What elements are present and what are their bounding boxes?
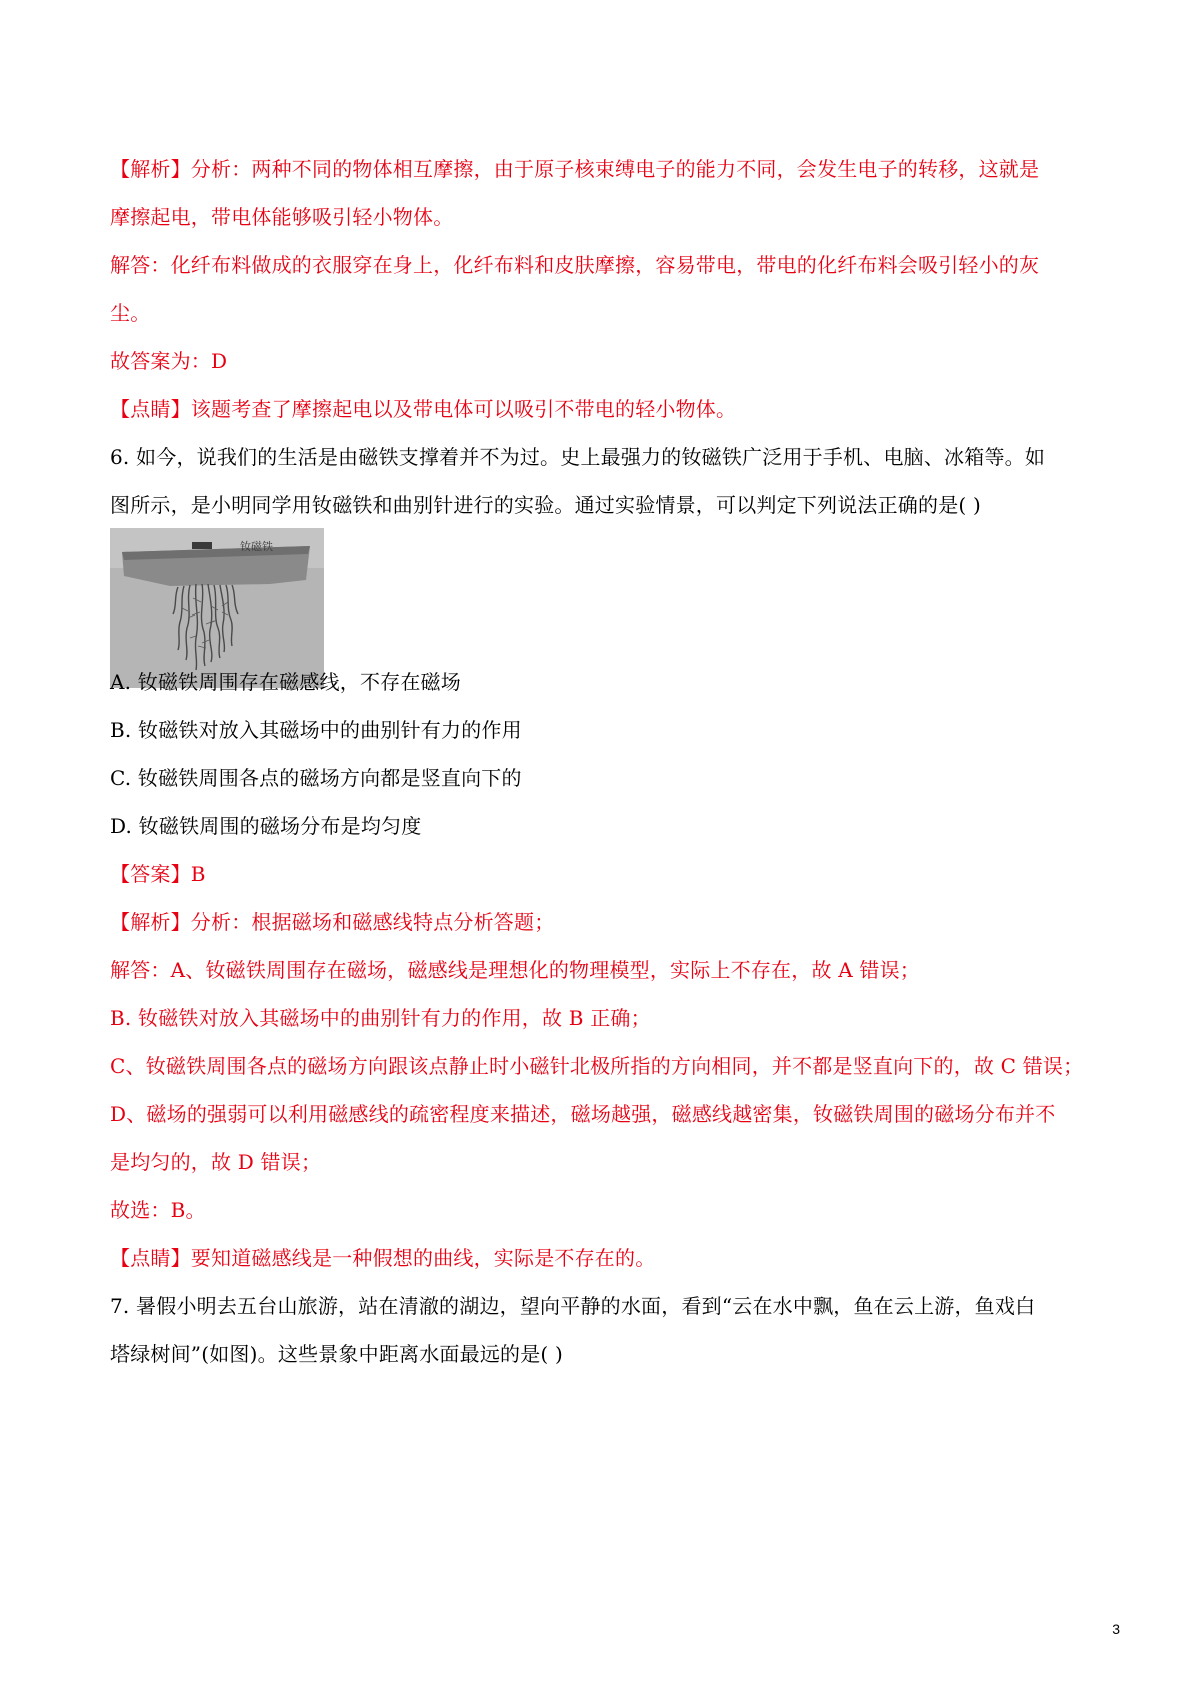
q6-comment: 【点睛】要知道磁感线是一种假想的曲线，实际是不存在的。 xyxy=(110,1246,656,1270)
q6-solution-line-5: 是均匀的，故 D 错误； xyxy=(110,1150,322,1174)
analysis-line-2: 摩擦起电，带电体能够吸引轻小物体。 xyxy=(110,205,454,229)
analysis-line-1: 【解析】分析：两种不同的物体相互摩擦，由于原子核束缚电子的能力不同，会发生电子的转移，这就是 xyxy=(110,157,1040,181)
option-a: A. 钕磁铁周围存在磁感线，不存在磁场 xyxy=(110,670,461,694)
solution-line-2: 尘。 xyxy=(110,301,151,325)
question-7-stem-line-1: 7. 暑假小明去五台山旅游，站在清澈的湖边，望向平静的水面，看到“云在水中飘，鱼在云上游，鱼戏白 xyxy=(110,1294,1036,1318)
magnet-experiment-photo xyxy=(110,528,324,688)
answer-line: 故答案为：D xyxy=(110,349,228,373)
comment-line: 【点睛】该题考查了摩擦起电以及带电体可以吸引不带电的轻小物体。 xyxy=(110,397,737,421)
figure-label: 钕磁铁 xyxy=(240,540,273,553)
question-6-stem-line-2: 图所示，是小明同学用钕磁铁和曲别针进行的实验。通过实验情景，可以判定下列说法正确的是( ) xyxy=(110,493,981,517)
q6-solution-line-4: D、磁场的强弱可以利用磁感线的疏密程度来描述，磁场越强，磁感线越密集，钕磁铁周围的磁场分布并不 xyxy=(110,1102,1056,1126)
option-b: B. 钕磁铁对放入其磁场中的曲别针有力的作用 xyxy=(110,718,522,742)
q6-choice: 故选：B。 xyxy=(110,1198,206,1222)
solution-line-1: 解答：化纤布料做成的衣服穿在身上，化纤布料和皮肤摩擦，容易带电，带电的化纤布料会吸引轻小的灰 xyxy=(110,253,1040,277)
question-7-stem-line-2: 塔绿树间”(如图)。这些景象中距离水面最远的是( ) xyxy=(110,1342,563,1366)
q6-analysis: 【解析】分析：根据磁场和磁感线特点分析答题； xyxy=(110,910,555,934)
q6-solution-line-1: 解答：A、钕磁铁周围存在磁场，磁感线是理想化的物理模型，实际上不存在，故 A 错误； xyxy=(110,958,921,982)
question-6-stem-line-1: 6. 如今，说我们的生活是由磁铁支撑着并不为过。史上最强力的钕磁铁广泛用于手机、电脑、冰箱等。如 xyxy=(110,445,1046,469)
page-number: 3 xyxy=(1112,1621,1120,1637)
option-c: C. 钕磁铁周围各点的磁场方向都是竖直向下的 xyxy=(110,766,522,790)
q6-solution-line-2: B. 钕磁铁对放入其磁场中的曲别针有力的作用，故 B 正确； xyxy=(110,1006,651,1030)
q6-solution-line-3: C、钕磁铁周围各点的磁场方向跟该点静止时小磁针北极所指的方向相同，并不都是竖直向下的，故 C 错误； xyxy=(110,1054,1084,1078)
option-d: D. 钕磁铁周围的磁场分布是均匀度 xyxy=(110,814,422,838)
q6-answer: 【答案】B xyxy=(110,862,206,886)
